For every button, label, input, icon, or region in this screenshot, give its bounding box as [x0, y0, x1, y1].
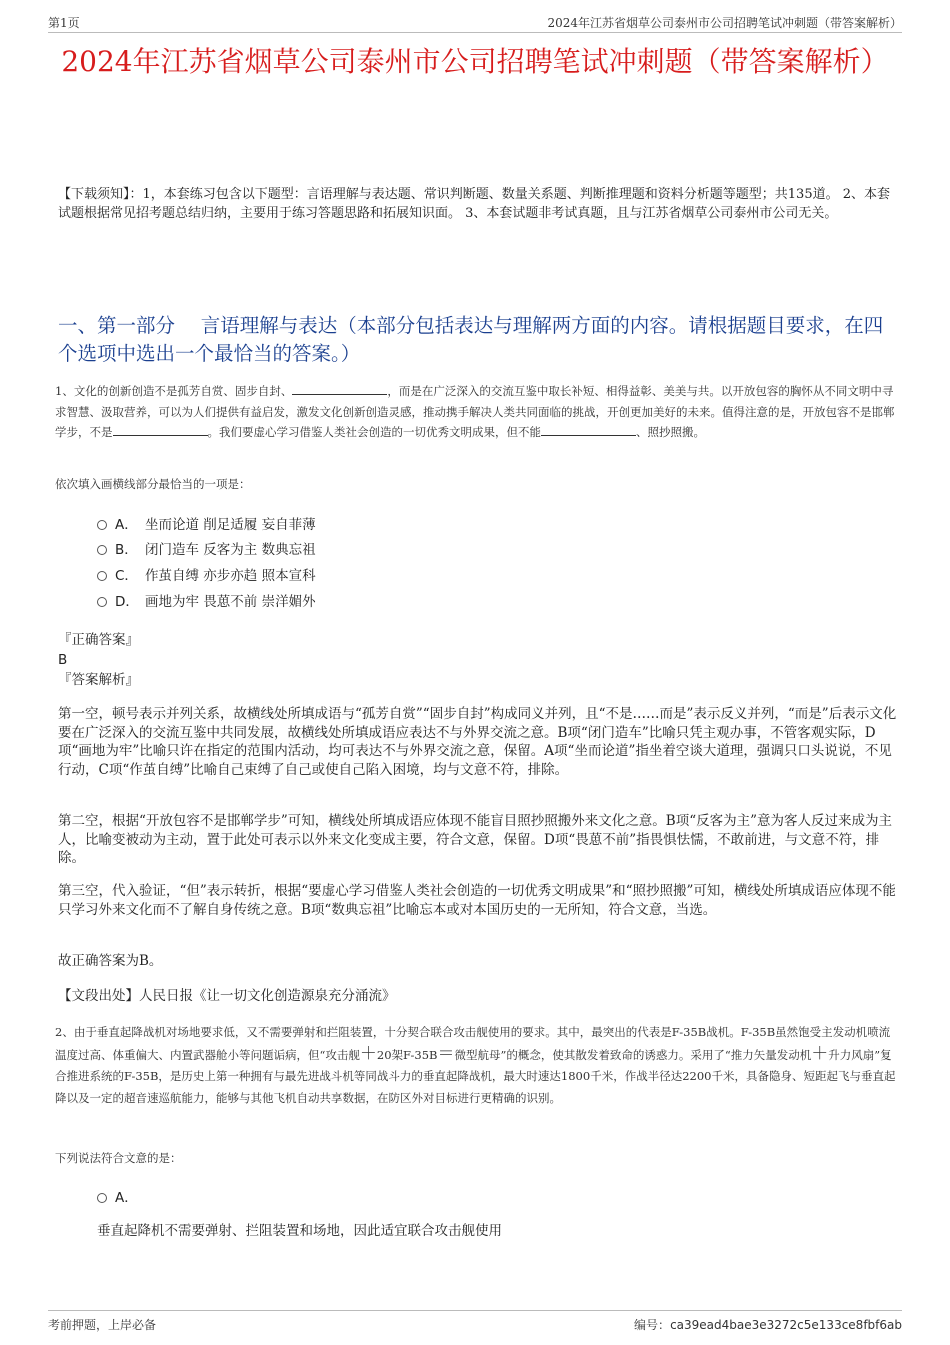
question-2-text — [55, 1022, 898, 1109]
radio-icon[interactable] — [97, 1193, 107, 1203]
q1-option-c[interactable] — [97, 564, 316, 584]
radio-icon[interactable] — [97, 520, 107, 530]
page-header — [48, 12, 902, 33]
question-1-text — [55, 381, 898, 443]
q1-text-part3: 。我们要虚心学习借鉴人类社会创造的一切优秀文明成果，但不能 — [207, 425, 541, 439]
section-heading: 一、第一部分 言语理解与表达（本部分包括表达与理解两方面的内容。请根据题目要求，在四个选项中选出一个最恰当的答案。） — [58, 314, 884, 365]
q2-text-a: 2、由于垂直起降战机对场地要求低，又不需要弹射和拦阻装置，十分契合联合攻击舰使用的要求。其中，最突出的代表是F-35B战机。F-35B虽然饱受主发动机喷流温度过高、体重偏大、内置武器舱小等问题诟病，但“攻击舰 — [55, 1025, 891, 1062]
plus-sign: ＋ — [359, 1043, 377, 1064]
option-text: 画地为牢 畏葸不前 崇洋媚外 — [145, 594, 316, 610]
plus-sign: ＋ — [811, 1043, 829, 1064]
option-letter: A． — [115, 1190, 138, 1206]
radio-icon[interactable] — [97, 597, 107, 607]
page-number: 第1页 — [48, 16, 80, 30]
q2-text-d: 升力风扇”复合推进系统的F-35B，是历史上第一种拥有与最先进战斗机等同战斗力的垂直起降战机，最大时速达1800千米，作战半径达2200千米，具备隐身、短距起飞与垂直起降以及一定的超音速巡航能力，能够与其他飞机自动共享数据，在防区外对目标进行更精确的识别。 — [55, 1047, 896, 1105]
answer-value: B — [58, 652, 68, 668]
analysis-paragraph-1: 第一空，顿号表示并列关系，故横线处所填成语与“孤芳自赏”“固步自封”构成同义并列，且“不是……而是”表示反义并列，“而是”后表示文化要在广泛深入的交流互鉴中共同发展，故横线处所填成语应表达不与外界交流之意。B项“闭门造车”比喻只凭主观办事，不管客观实际，D项“画地为牢”比喻只许在指定的范围内活动，均可表达不与外界交流之意，保留。A项“坐而论道”指坐着空谈大道理，强调只口头说说，不见行动，C项“作茧自缚”比喻自己束缚了自己或使自己陷入困境，均与文意不符，排除。 — [58, 706, 897, 778]
option-text: 作茧自缚 亦步亦趋 照本宣科 — [145, 568, 316, 584]
analysis-paragraph-3: 第三空，代入验证，“但”表示转折，根据“要虚心学习借鉴人类社会创造的一切优秀文明成果”和“照抄照搬”可知，横线处所填成语应体现不能只学习外来文化而不了解自身传统之意。B项“数典忘祖”比喻忘本或对本国历史的一无所知，符合文意，当选。 — [58, 883, 896, 918]
option-letter: B． — [115, 542, 138, 558]
footer-code-value: ca39ead4bae3e3272c5e133ce8fbf6ab — [670, 1318, 902, 1332]
document-title: 2024年江苏省烟草公司泰州市公司招聘笔试冲刺题（带答案解析） — [61, 45, 889, 78]
equals-sign: ＝ — [437, 1043, 455, 1064]
q2-prompt: 下列说法符合文意的是： — [55, 1151, 182, 1165]
radio-icon[interactable] — [97, 545, 107, 555]
q2-text-b: 20架F-35B — [376, 1047, 438, 1062]
q2-option-a-text: 垂直起降机不需要弹射、拦阻装置和场地，因此适宜联合攻击舰使用 — [97, 1223, 502, 1239]
footer-code — [634, 1316, 902, 1333]
footer-slogan: 考前押题，上岸必备 — [48, 1318, 157, 1332]
q1-prompt: 依次填入画横线部分最恰当的一项是： — [55, 477, 251, 491]
source-line — [58, 987, 898, 1006]
option-letter: D． — [115, 594, 139, 610]
q2-option-a[interactable] — [97, 1186, 145, 1206]
footer-code-label: 编号： — [634, 1318, 671, 1332]
analysis-label: 『答案解析』 — [58, 672, 139, 688]
option-text: 闭门造车 反客为主 数典忘祖 — [145, 542, 316, 558]
page-footer — [48, 1310, 902, 1333]
download-notice: 【下载须知】：1，本套练习包含以下题型：言语理解与表达题、常识判断题、数量关系题、判断推理题和资料分析题等题型；共135道。 2、本套试题根据常见招考题总结归纳，主要用于练习答题思路和拓展知识面。 3、本套试题非考试真题，且与江苏省烟草公司泰州市公司无关。 — [58, 187, 890, 221]
q1-blank-3 — [541, 423, 636, 436]
q1-text-part2: ，而是在广泛深入的交流互鉴中取长补短、相得益彰、美美与共。以开放包容的胸怀从不同文明中寻求智慧、汲取营养，可以为人们提供有益启发，激发文化创新创造灵感，推动携手解决人类共同面临的挑战，开创更加美好的未来。值得注意的是，开放包容不是邯郸学步，不是 — [55, 384, 895, 439]
answer-label: 『正确答案』 — [58, 632, 139, 648]
q1-blank-1 — [292, 382, 387, 395]
option-letter: A． — [115, 517, 138, 533]
q1-option-a[interactable] — [97, 513, 316, 533]
option-text: 坐而论道 削足适履 妄自菲薄 — [145, 517, 316, 533]
q2-text-c: 微型航母”的概念，使其散发着致命的诱惑力。采用了“推力矢量发动机 — [454, 1047, 812, 1062]
q1-text-part4: 、照抄照搬。 — [636, 425, 705, 439]
source-label: 【文段出处】 — [58, 988, 139, 1004]
option-letter: C． — [115, 568, 138, 584]
q1-text-part1: 1、文化的创新创造不是孤芳自赏、固步自封、 — [55, 384, 293, 398]
radio-icon[interactable] — [97, 571, 107, 581]
conclusion: 故正确答案为B。 — [58, 953, 163, 969]
q1-option-d[interactable] — [97, 590, 316, 610]
source-text: 人民日报《让一切文化创造源泉充分涌流》 — [139, 988, 396, 1004]
header-doc-title: 2024年江苏省烟草公司泰州市公司招聘笔试冲刺题（带答案解析） — [547, 16, 902, 30]
q1-option-b[interactable] — [97, 538, 316, 558]
analysis-paragraph-2: 第二空，根据“开放包容不是邯郸学步”可知，横线处所填成语应体现不能盲目照抄照搬外来文化之意。B项“反客为主”意为客人反过来成为主人，比喻变被动为主动，置于此处可表示以外来文化变成主要，符合文意，保留。D项“畏葸不前”指畏惧怯懦，不敢前进，与文意不符，排除。 — [58, 813, 893, 866]
q1-blank-2 — [113, 423, 208, 436]
